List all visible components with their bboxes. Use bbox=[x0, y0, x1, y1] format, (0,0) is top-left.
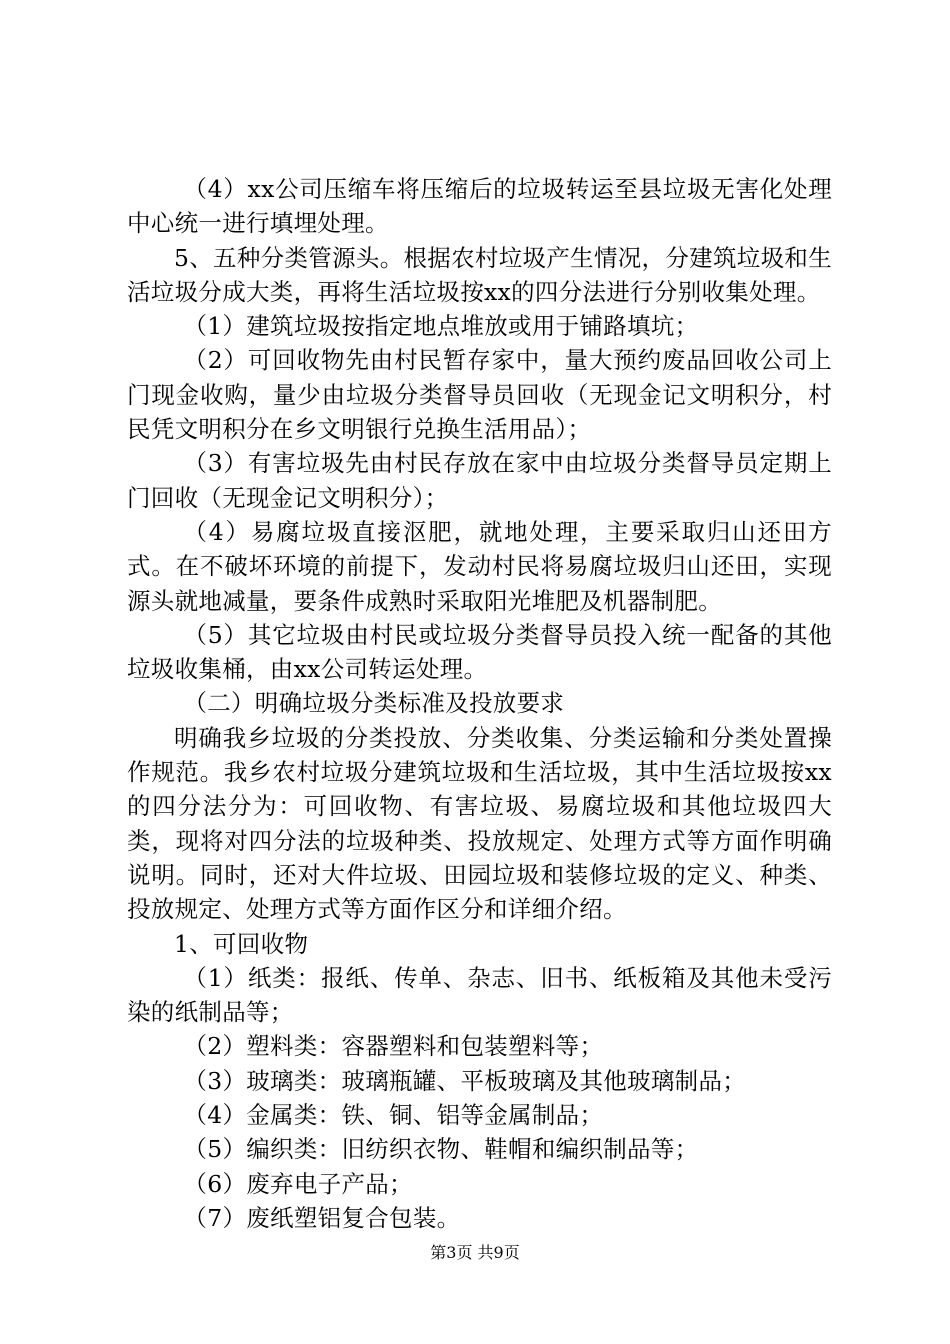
paragraph-construction-waste: （1）建筑垃圾按指定地点堆放或用于铺路填坑； bbox=[183, 312, 699, 341]
page-footer: 第3页 共9页 bbox=[430, 1243, 520, 1262]
paragraph-standards-description: 明确我乡垃圾的分类投放、分类收集、分类运输和分类处置操作规范。我乡农村垃圾分建筑垃圾和生活垃圾，其中生活垃圾按xx的四分法分为：可回收物、有害垃圾、易腐垃圾和其他垃圾四大类，现将对四分法的垃圾种类、投放规定、处理方式等方面作明确说明。同时，还对大件垃圾、田园垃圾和装修垃圾的定义、种类、投放规定、处理方式等方面作区分和详细介绍。 bbox=[127, 723, 832, 924]
paragraph-recyclables-storage: （2）可回收物先由村民暂存家中，量大预约废品回收公司上门现金收购，量少由垃圾分类督导员回收（无现金记文明积分，村民凭文明积分在乡文明银行兑换生活用品）； bbox=[127, 346, 832, 444]
section-heading-standards: （二）明确垃圾分类标准及投放要求 bbox=[183, 689, 565, 718]
paragraph-perishable-waste: （4）易腐垃圾直接沤肥，就地处理，主要采取归山还田方式。在不破坏环境的前提下，发动村民将易腐垃圾归山还田，实现源头就地减量，要条件成熟时采取阳光堆肥及机器制肥。 bbox=[127, 517, 832, 615]
list-item-metal: （4）金属类：铁、铜、铝等金属制品； bbox=[183, 1101, 604, 1130]
list-item-plastic: （2）塑料类：容器塑料和包装塑料等； bbox=[183, 1032, 604, 1061]
paragraph-other-waste: （5）其它垃圾由村民或垃圾分类督导员投入统一配备的其他垃圾收集桶，由xx公司转运处理。 bbox=[127, 620, 832, 684]
subheading-recyclables: 1、可回收物 bbox=[174, 929, 309, 958]
paragraph-compress-transfer: （4）xx公司压缩车将压缩后的垃圾转运至县垃圾无害化处理中心统一进行填埋处理。 bbox=[127, 175, 832, 238]
list-item-glass: （3）玻璃类：玻璃瓶罐、平板玻璃及其他玻璃制品； bbox=[183, 1066, 747, 1095]
paragraph-five-categories: 5、五种分类管源头。根据农村垃圾产生情况，分建筑垃圾和生活垃圾分成大类，再将生活垃圾按xx的四分法进行分别收集处理。 bbox=[127, 243, 832, 306]
paragraph-hazardous-waste: （3）有害垃圾先由村民存放在家中由垃圾分类督导员定期上门回收（无现金记文明积分）； bbox=[127, 449, 832, 512]
list-item-paper: （1）纸类：报纸、传单、杂志、旧书、纸板箱及其他未受污染的纸制品等； bbox=[127, 963, 832, 1027]
list-item-electronics: （6）废弃电子产品； bbox=[183, 1169, 413, 1198]
document-body bbox=[127, 172, 832, 1235]
list-item-composite-packaging: （7）废纸塑铝复合包装。 bbox=[183, 1203, 461, 1232]
list-item-textile: （5）编织类：旧纺织衣物、鞋帽和编织制品等； bbox=[183, 1135, 699, 1164]
